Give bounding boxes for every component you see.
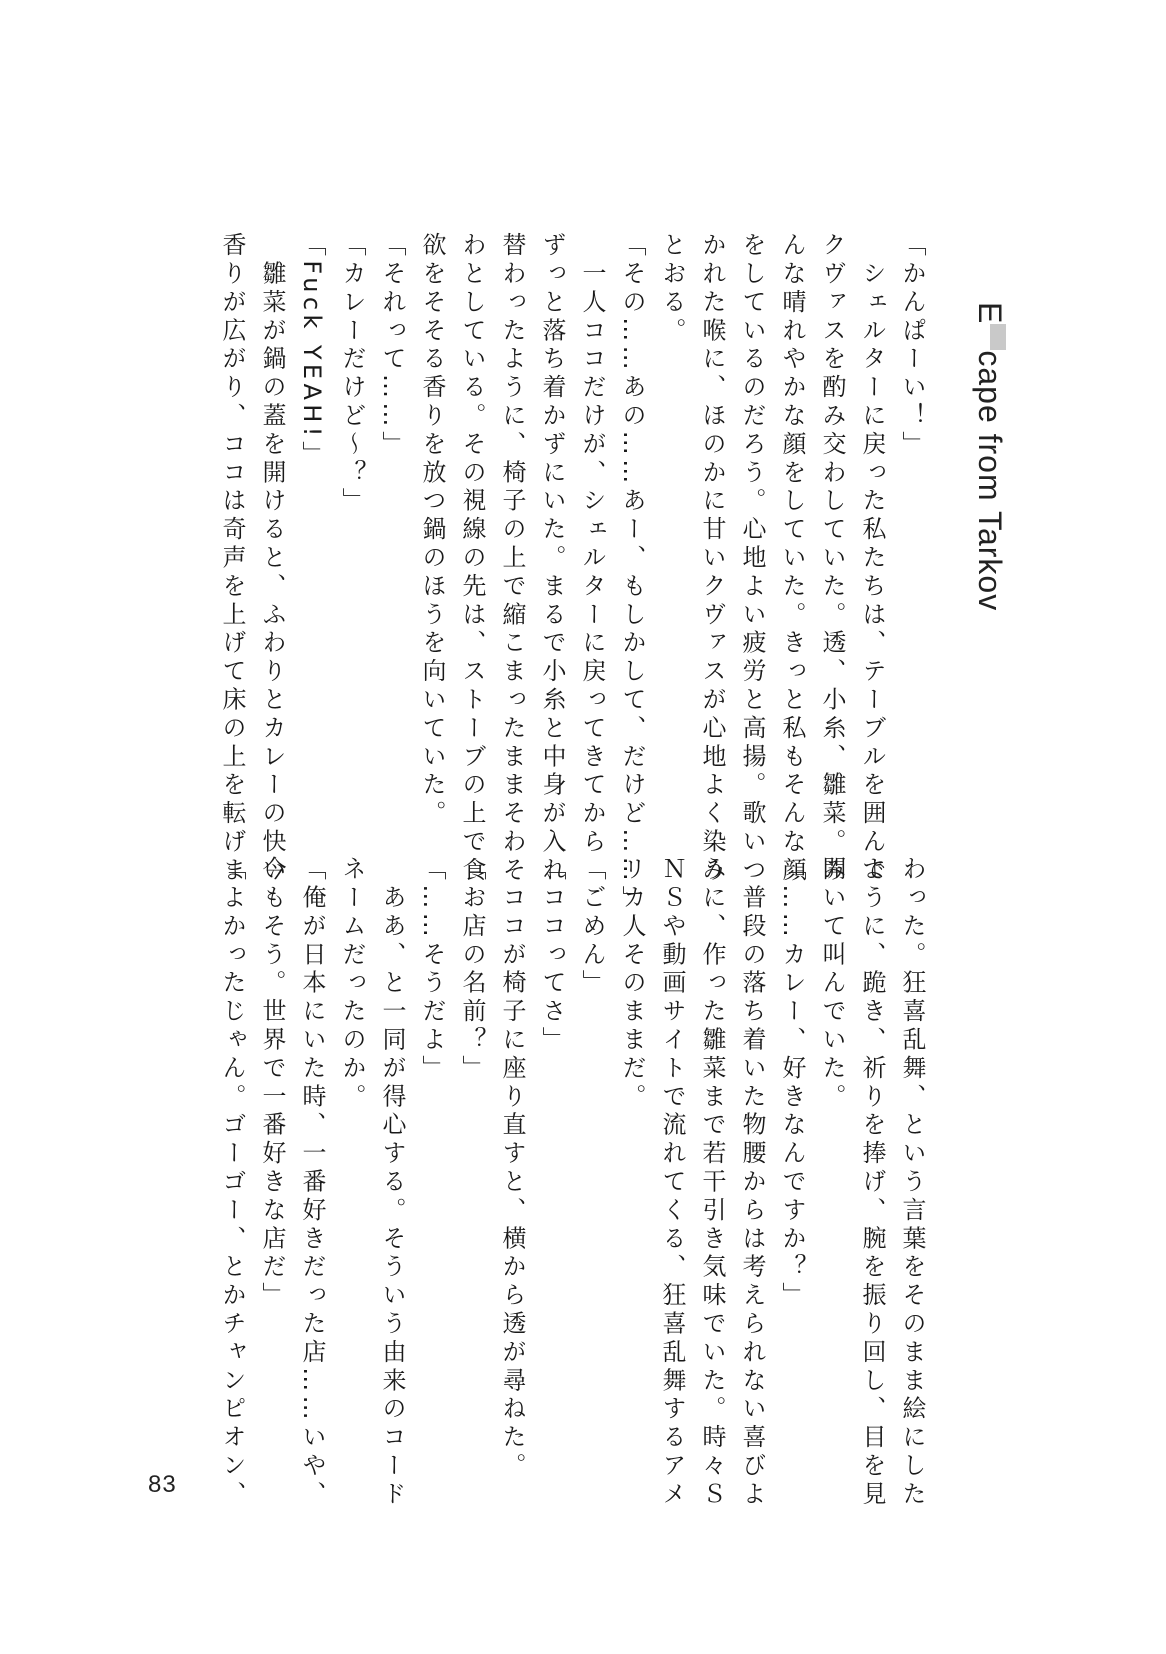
text-line: ああ、と一同が得心する。そういう由来のコード (378, 856, 406, 1510)
text-line: かれた喉に、ほのかに甘いクヴァスが心地よく染み (698, 232, 726, 886)
text-line: うに、作った雛菜まで若干引き気味でいた。時々Ｓ (698, 856, 726, 1510)
text-line: 「よかったじゃん。ゴーゴー、とかチャンピオン、 (218, 856, 246, 1510)
text-line: 普段の落ち着いた物腰からは考えられない喜びよ (738, 856, 766, 1510)
text-line: 香りが広がり、ココは奇声を上げて床の上を転げま (218, 232, 246, 886)
title-prefix: E (972, 302, 1008, 325)
text-line: 「……そうだよ」 (418, 856, 446, 1084)
title-rest: cape from Tarkov (972, 350, 1008, 612)
lower-text-block (212, 856, 932, 1510)
text-line: 「……カレー、好きなんですか？」 (778, 856, 806, 1311)
text-line: とおる。 (658, 232, 686, 346)
text-line: 替わったように、椅子の上で縮こまったままそわそ (498, 232, 526, 886)
text-line: 「それって……」 (378, 232, 406, 460)
text-line: 「ココってさ」 (538, 856, 566, 1055)
text-line: ずっと落ち着かずにいた。まるで小糸と中身が入れ (538, 232, 566, 886)
text-line: 「かんぱーい！」 (898, 232, 926, 460)
text-line: シェルターに戻った私たちは、テーブルを囲んで (858, 232, 886, 886)
text-line: 「俺が日本にいた時、一番好きだった店……いや、 (298, 856, 326, 1510)
text-line: 「お店の名前？」 (458, 856, 486, 1084)
text-line: ＮＳや動画サイトで流れてくる、狂喜乱舞するアメ (658, 856, 686, 1510)
upper-text-block (212, 232, 932, 914)
text-line: 「ごめん」 (578, 856, 606, 998)
text-line: ネームだったのか。 (338, 856, 366, 1112)
redacted-letter-block (990, 324, 1006, 350)
text-line: 「カレーだけど～？」 (338, 232, 366, 516)
text-line: リカ人そのままだ。 (618, 856, 646, 1112)
chapter-title (968, 302, 1012, 622)
page-number: 83 (148, 1471, 177, 1498)
text-line: 「その……あの……あー、もしかして、だけど……」 (618, 232, 646, 914)
text-line: ように、跪き、祈りを捧げ、腕を振り回し、目を見 (858, 856, 886, 1510)
text-line: 開いて叫んでいた。 (818, 856, 846, 1112)
text-line: 雛菜が鍋の蓋を開けると、ふわりとカレーの快い (258, 232, 286, 886)
text-line: 「Fuck YEAH!」 (298, 232, 326, 470)
text-line: わとしている。その視線の先は、ストーブの上で食 (458, 232, 486, 886)
text-line: ココが椅子に座り直すと、横から透が尋ねた。 (498, 856, 526, 1481)
text-line: 今もそう。世界で一番好きな店だ」 (258, 856, 286, 1311)
text-line: 一人ココだけが、シェルターに戻ってきてから (578, 232, 606, 857)
text-line: 欲をそそる香りを放つ鍋のほうを向いていた。 (418, 232, 446, 829)
text-line: クヴァスを酌み交わしていた。透、小糸、雛菜。み (818, 232, 846, 886)
text-line: をしているのだろう。心地よい疲労と高揚。歌いつ (738, 232, 766, 886)
text-line: わった。狂喜乱舞、という言葉をそのまま絵にした (898, 856, 926, 1510)
text-line: んな晴れやかな顔をしていた。きっと私もそんな顔 (778, 232, 806, 886)
